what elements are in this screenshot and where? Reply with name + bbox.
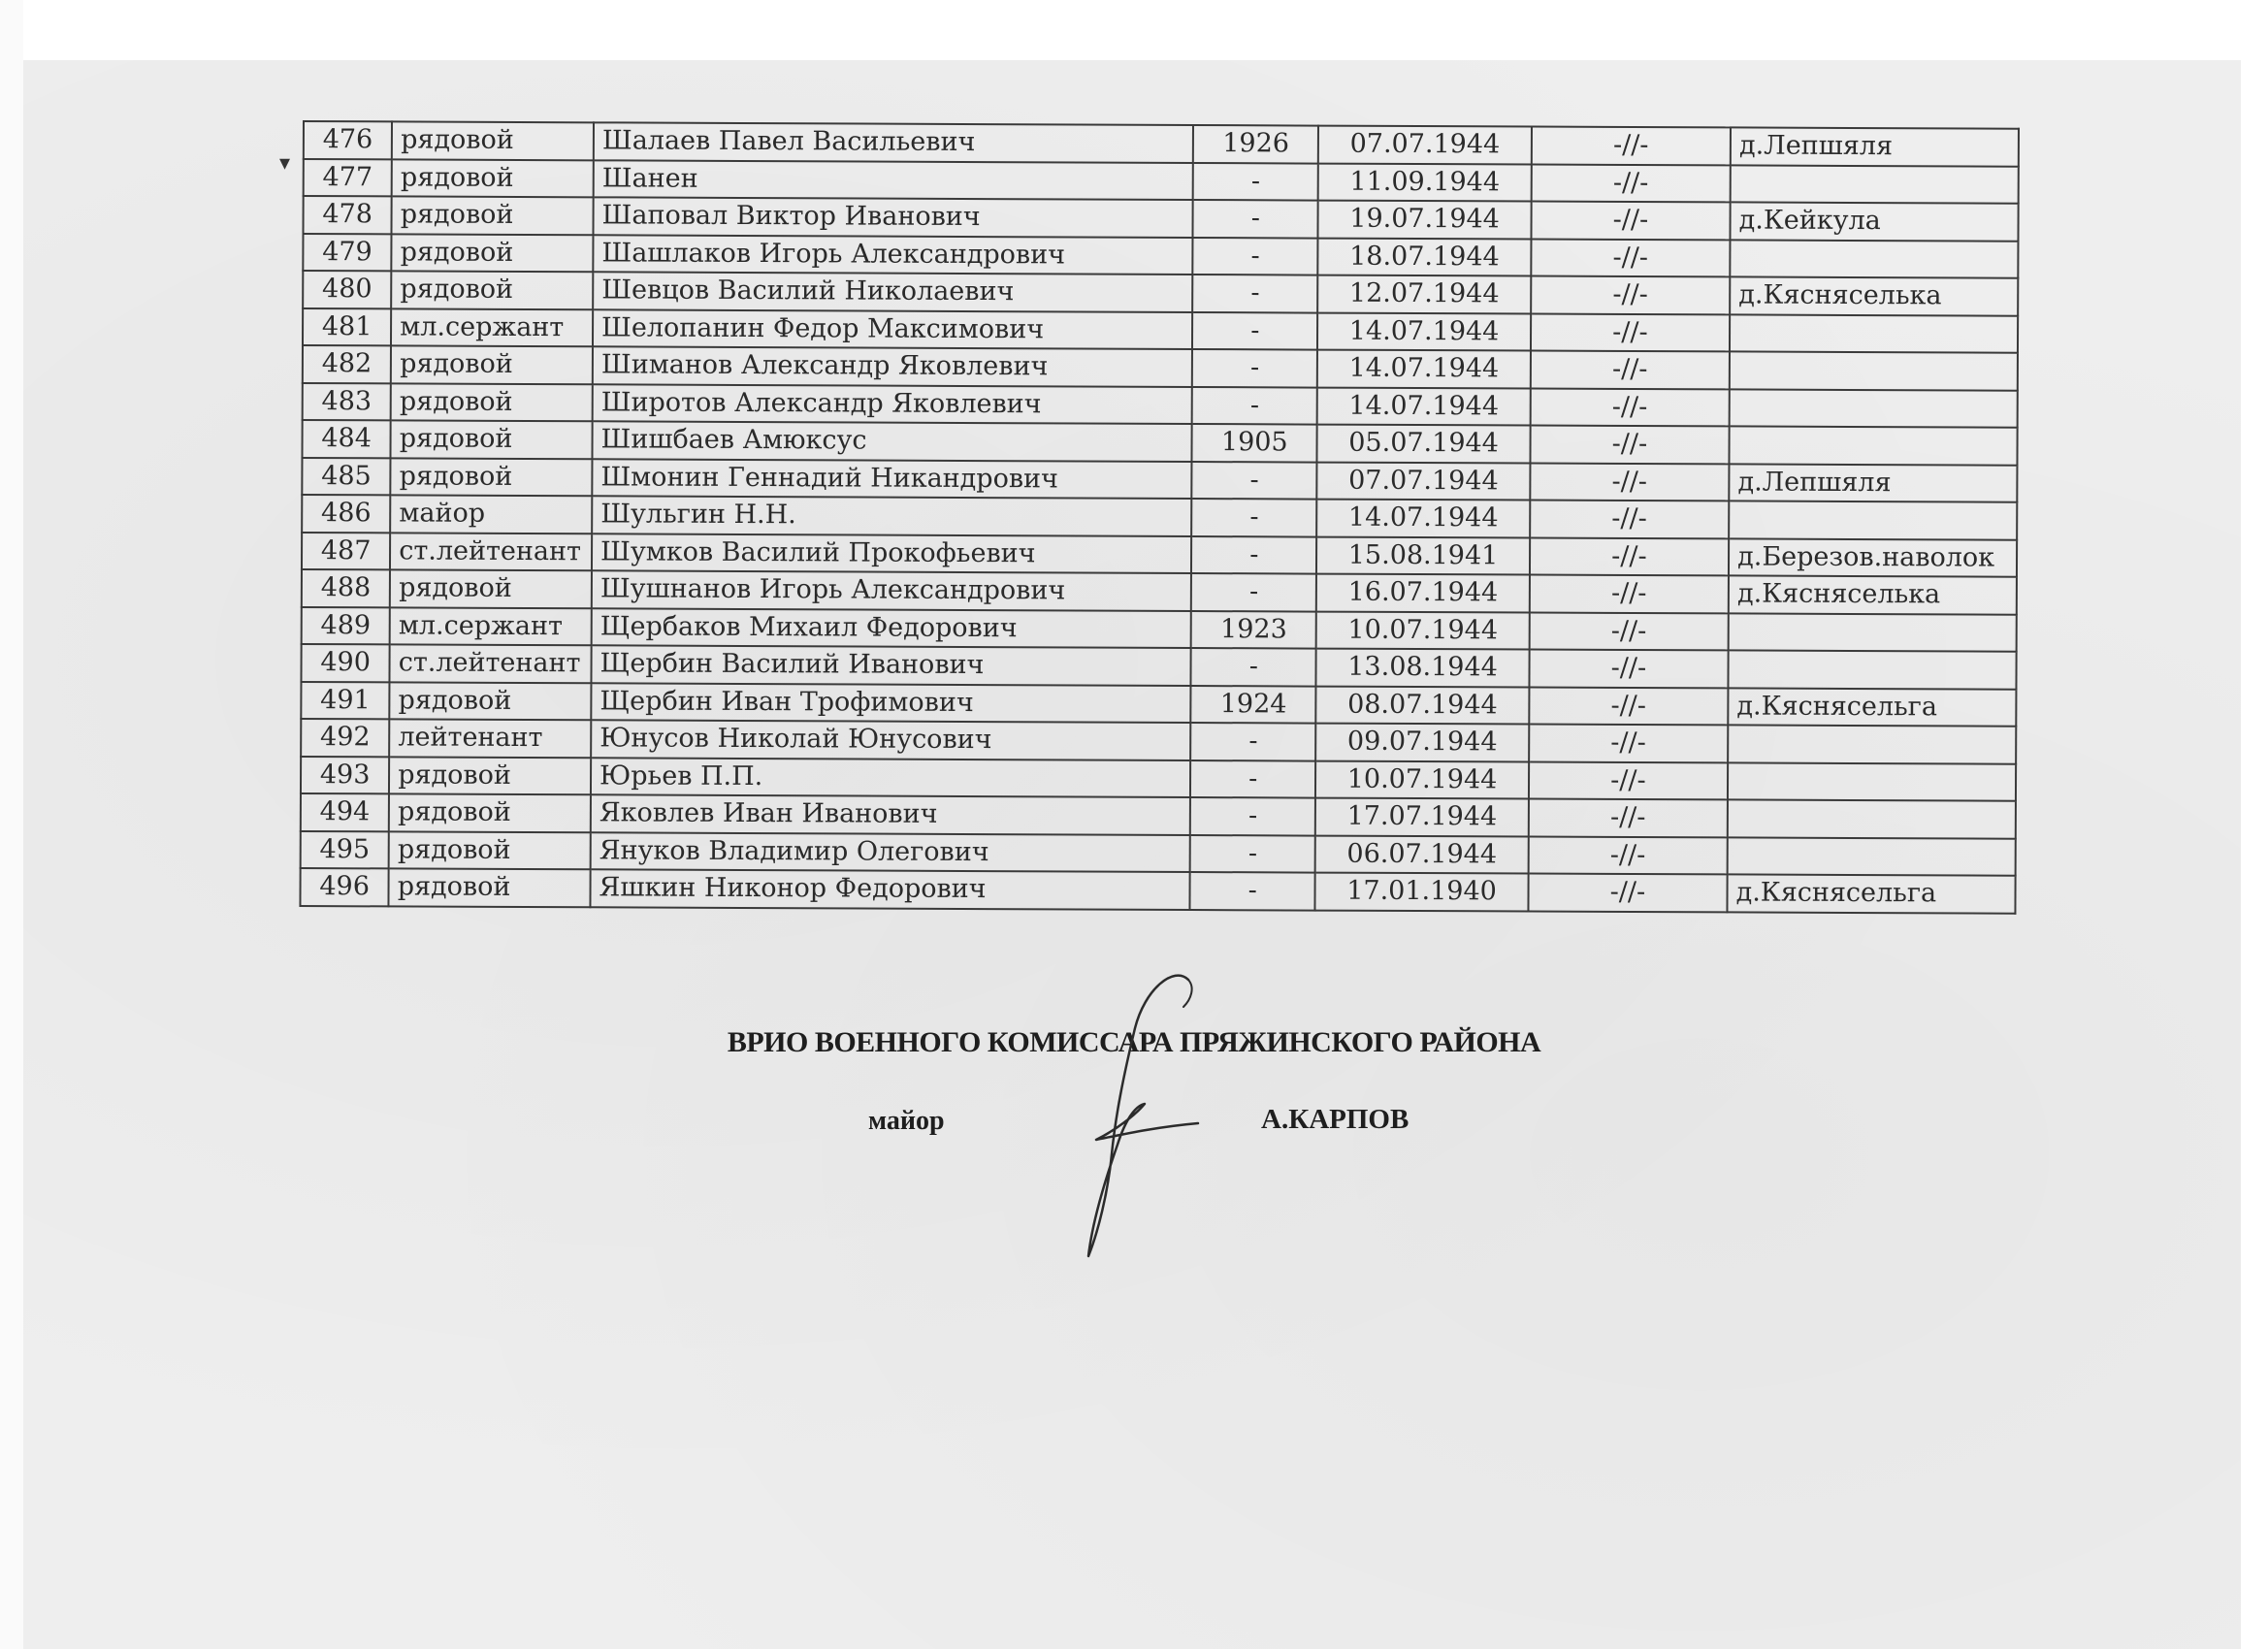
row-place bbox=[1730, 351, 2018, 390]
row-birth-year: - bbox=[1192, 200, 1318, 238]
row-note: -//- bbox=[1531, 276, 1731, 314]
row-number: 490 bbox=[301, 644, 389, 682]
row-birth-year: - bbox=[1190, 797, 1316, 835]
row-rank: рядовой bbox=[390, 682, 592, 720]
row-rank: рядовой bbox=[389, 831, 591, 869]
row-number: 477 bbox=[304, 159, 392, 197]
row-rank: ст.лейтенант bbox=[390, 533, 592, 570]
row-date: 10.07.1944 bbox=[1316, 611, 1529, 649]
row-note: -//- bbox=[1528, 874, 1728, 912]
row-name: Щербин Василий Иванович bbox=[591, 645, 1190, 685]
row-name: Яшкин Никонор Федорович bbox=[590, 869, 1189, 909]
scan-edge-right bbox=[2241, 0, 2268, 1649]
row-birth-year: - bbox=[1192, 238, 1318, 275]
row-birth-year: 1926 bbox=[1193, 125, 1319, 163]
row-rank: рядовой bbox=[389, 757, 591, 794]
row-rank: рядовой bbox=[392, 234, 594, 272]
row-name: Широтов Александр Яковлевич bbox=[593, 384, 1192, 424]
row-birth-year: - bbox=[1191, 573, 1317, 611]
row-number: 492 bbox=[301, 719, 389, 757]
row-date: 12.07.1944 bbox=[1318, 275, 1531, 313]
row-note: -//- bbox=[1531, 127, 1731, 165]
row-number: 481 bbox=[303, 308, 391, 346]
handwritten-signature-icon bbox=[1028, 960, 1222, 1271]
row-date: 15.08.1941 bbox=[1316, 536, 1529, 574]
row-birth-year: - bbox=[1190, 760, 1316, 797]
roster-table-body bbox=[300, 121, 2019, 913]
row-place bbox=[1728, 725, 2016, 763]
signatory-rank: майор bbox=[868, 1106, 945, 1136]
row-rank: рядовой bbox=[392, 121, 594, 159]
row-number: 486 bbox=[302, 495, 390, 533]
row-place bbox=[1729, 613, 2017, 652]
row-place bbox=[1729, 650, 2017, 689]
row-date: 11.09.1944 bbox=[1318, 163, 1531, 201]
row-place: д.Березов.наволок bbox=[1729, 538, 2017, 577]
row-date: 17.01.1940 bbox=[1315, 873, 1528, 911]
row-note: -//- bbox=[1531, 239, 1731, 276]
row-rank: мл.сержант bbox=[391, 308, 593, 346]
row-name: Шанен bbox=[594, 160, 1193, 200]
row-birth-year: - bbox=[1191, 462, 1317, 500]
row-number: 483 bbox=[303, 383, 391, 421]
row-name: Шульгин Н.Н. bbox=[592, 496, 1191, 535]
row-note: -//- bbox=[1530, 426, 1730, 464]
row-number: 493 bbox=[301, 756, 389, 793]
row-date: 14.07.1944 bbox=[1317, 312, 1530, 350]
row-date: 07.07.1944 bbox=[1318, 126, 1531, 164]
row-date: 19.07.1944 bbox=[1318, 201, 1531, 239]
row-number: 478 bbox=[303, 196, 391, 234]
row-rank: рядовой bbox=[391, 345, 593, 383]
row-date: 13.08.1944 bbox=[1316, 649, 1529, 687]
row-birth-year: - bbox=[1192, 312, 1318, 350]
row-place bbox=[1729, 501, 2017, 539]
row-name: Шелопанин Федор Максимович bbox=[593, 309, 1192, 349]
row-place bbox=[1731, 165, 2019, 204]
row-date: 18.07.1944 bbox=[1318, 238, 1531, 275]
row-rank: рядовой bbox=[392, 196, 594, 234]
row-rank: рядовой bbox=[389, 868, 591, 906]
row-name: Шмонин Геннадий Никандрович bbox=[592, 459, 1191, 499]
row-number: 479 bbox=[303, 234, 391, 272]
row-place bbox=[1730, 426, 2018, 465]
row-birth-year: - bbox=[1190, 834, 1316, 872]
row-rank: рядовой bbox=[391, 383, 593, 421]
row-note: -//- bbox=[1530, 388, 1730, 426]
signatory-title: ВРИО ВОЕННОГО КОМИССАРА ПРЯЖИНСКОГО РАЙОНА bbox=[727, 1026, 1541, 1058]
row-birth-year: - bbox=[1189, 872, 1315, 910]
row-note: -//- bbox=[1530, 537, 1730, 575]
row-note: -//- bbox=[1530, 351, 1730, 389]
row-birth-year: 1923 bbox=[1191, 611, 1317, 649]
row-rank: лейтенант bbox=[389, 719, 591, 757]
row-rank: ст.лейтенант bbox=[390, 644, 592, 682]
row-name: Януков Владимир Олегович bbox=[591, 832, 1190, 872]
row-number: 484 bbox=[302, 420, 390, 458]
row-name: Щербин Иван Трофимович bbox=[591, 683, 1190, 723]
roster-table bbox=[299, 120, 2020, 914]
row-place: д.Кясняселька bbox=[1729, 575, 2017, 614]
row-date: 16.07.1944 bbox=[1316, 574, 1529, 612]
row-number: 482 bbox=[303, 345, 391, 383]
row-name: Шевцов Василий Николаевич bbox=[593, 272, 1192, 311]
table-row bbox=[300, 868, 2015, 913]
row-place bbox=[1730, 389, 2018, 428]
row-number: 487 bbox=[302, 533, 390, 570]
row-note: -//- bbox=[1529, 575, 1729, 613]
row-place bbox=[1730, 240, 2018, 278]
row-number: 494 bbox=[301, 793, 389, 831]
row-name: Юнусов Николай Юнусович bbox=[591, 720, 1190, 760]
row-birth-year: - bbox=[1191, 499, 1317, 536]
row-date: 09.07.1944 bbox=[1316, 724, 1529, 761]
row-rank: рядовой bbox=[390, 569, 592, 607]
row-rank: рядовой bbox=[391, 420, 593, 458]
row-note: -//- bbox=[1530, 463, 1730, 501]
row-note: -//- bbox=[1528, 836, 1728, 874]
row-birth-year: - bbox=[1192, 387, 1318, 425]
roster-table-wrapper bbox=[299, 120, 2020, 914]
row-date: 06.07.1944 bbox=[1315, 835, 1528, 873]
row-birth-year: - bbox=[1190, 723, 1316, 760]
row-name: Яковлев Иван Иванович bbox=[591, 794, 1190, 834]
row-birth-year: - bbox=[1193, 163, 1319, 201]
row-place: д.Лепшяля bbox=[1731, 127, 2019, 166]
row-place: д.Кяснясельга bbox=[1728, 688, 2016, 727]
scan-edge-top bbox=[0, 0, 2268, 60]
row-place bbox=[1728, 837, 2016, 876]
row-name: Шишбаев Амюксус bbox=[592, 421, 1191, 461]
row-note: -//- bbox=[1530, 501, 1730, 538]
row-note: -//- bbox=[1529, 650, 1729, 688]
row-rank: рядовой bbox=[392, 159, 594, 197]
scan-edge-left bbox=[0, 0, 23, 1649]
row-name: Щербаков Михаил Федорович bbox=[592, 608, 1191, 648]
row-note: -//- bbox=[1531, 202, 1731, 240]
row-rank: рядовой bbox=[391, 271, 593, 308]
row-name: Шумков Василий Прокофьевич bbox=[592, 534, 1191, 573]
row-number: 496 bbox=[300, 868, 388, 906]
row-birth-year: - bbox=[1190, 648, 1316, 686]
row-rank: рядовой bbox=[391, 458, 593, 496]
row-date: 14.07.1944 bbox=[1317, 350, 1530, 388]
row-number: 480 bbox=[303, 271, 391, 308]
row-date: 10.07.1944 bbox=[1315, 760, 1528, 798]
row-note: -//- bbox=[1528, 799, 1728, 837]
row-note: -//- bbox=[1529, 761, 1729, 799]
margin-tick-mark-icon: ▾ bbox=[279, 151, 291, 176]
row-name: Шалаев Павел Васильевич bbox=[594, 122, 1193, 162]
row-name: Шиманов Александр Яковлевич bbox=[593, 346, 1192, 386]
row-place bbox=[1728, 799, 2016, 838]
row-name: Шашлаков Игорь Александрович bbox=[593, 235, 1192, 275]
row-birth-year: - bbox=[1191, 536, 1317, 574]
row-number: 485 bbox=[302, 458, 390, 496]
row-note: -//- bbox=[1529, 687, 1729, 725]
row-date: 14.07.1944 bbox=[1317, 387, 1530, 425]
row-date: 14.07.1944 bbox=[1317, 500, 1530, 537]
row-rank: рядовой bbox=[389, 793, 591, 831]
row-birth-year: - bbox=[1192, 349, 1318, 387]
row-note: -//- bbox=[1529, 612, 1729, 650]
row-rank: майор bbox=[390, 495, 592, 533]
row-place bbox=[1728, 762, 2016, 801]
signatory-name: А.КАРПОВ bbox=[1261, 1104, 1409, 1135]
row-name: Шушнанов Игорь Александрович bbox=[592, 570, 1191, 610]
row-number: 491 bbox=[301, 681, 389, 719]
row-number: 495 bbox=[301, 830, 389, 868]
row-date: 17.07.1944 bbox=[1315, 798, 1528, 836]
row-rank: мл.сержант bbox=[390, 607, 592, 645]
row-date: 07.07.1944 bbox=[1317, 462, 1530, 500]
row-note: -//- bbox=[1529, 725, 1729, 762]
row-name: Юрьев П.П. bbox=[591, 758, 1190, 797]
row-place: д.Кяснясельга bbox=[1728, 874, 2016, 913]
row-date: 08.07.1944 bbox=[1316, 686, 1529, 724]
row-note: -//- bbox=[1531, 313, 1731, 351]
row-place: д.Кясняселька bbox=[1730, 276, 2018, 315]
row-birth-year: 1905 bbox=[1191, 424, 1317, 462]
row-place: д.Лепшяля bbox=[1729, 464, 2017, 502]
row-number: 489 bbox=[302, 606, 390, 644]
row-place: д.Кейкула bbox=[1731, 202, 2019, 241]
row-place bbox=[1730, 314, 2018, 353]
row-date: 05.07.1944 bbox=[1317, 425, 1530, 463]
row-birth-year: - bbox=[1192, 275, 1318, 312]
row-birth-year: 1924 bbox=[1190, 686, 1316, 724]
row-name: Шаповал Виктор Иванович bbox=[594, 197, 1193, 237]
row-note: -//- bbox=[1531, 164, 1731, 202]
row-number: 476 bbox=[304, 121, 392, 159]
row-number: 488 bbox=[302, 569, 390, 607]
